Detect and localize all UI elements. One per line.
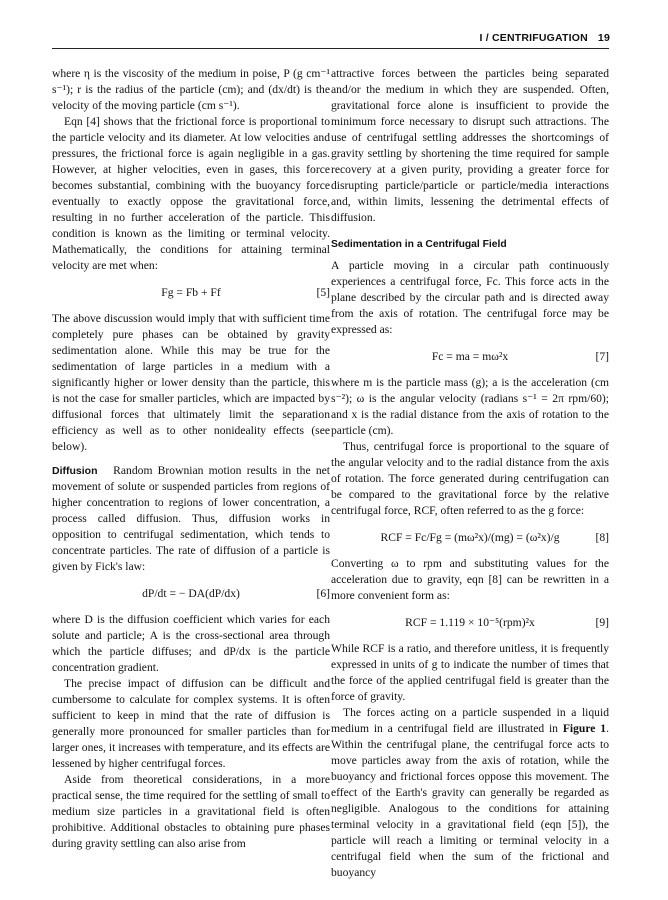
paragraph: where η is the viscosity of the medium in poise, P (g cm⁻¹ s⁻¹); r is the radius of the particle (cm); and (dx/dt) is the velocity of the moving particle (cm s⁻¹). (52, 67, 330, 112)
paragraph: A particle moving in a circular path continuously experiences a centrifugal force, Fc. This force acts in the plane described by the circular path and is directed away from the axis of rotation. The centrifugal force may be expressed as: (331, 259, 609, 336)
equation-body: Fg = Fb + Ff (161, 286, 221, 299)
paragraph: The precise impact of diffusion can be difficult and cumbersome to calculate for complex systems. It is often sufficient to keep in mind that the rate of diffusion is generally more pronounced for smaller particles than for larger ones, it increases with temperature, and its effects are lessened by higher centrifugal forces. (52, 677, 330, 770)
equation-body: RCF = Fc/Fg = (mω²x)/(mg) = (ω²x)/g (380, 531, 560, 544)
paragraph: Eqn [4] shows that the frictional force is proportional to the particle velocity and its diameter. At low velocities and pressures, the frictional force is again negligible in a gas. However, at higher velocities, even in gases, this force becomes substantial, combining with the buoyancy force eventually to exactly oppose the gravitational force, resulting in no further acceleration of the particle. This condition is known as the limiting or terminal velocity. Mathematically, the conditions for attaining terminal velocity are met when: (52, 115, 330, 272)
equation-5 (52, 284, 330, 301)
equation-6 (52, 585, 330, 602)
paragraph: Aside from theoretical considerations, in a more practical sense, the time required for the settling of small to medium size particles in a gravitational field is often prohibitive. Additional obstacles to obtaining pure phases during gravity settling can also arise from (52, 773, 330, 850)
equation-8 (331, 529, 609, 546)
right-column (331, 66, 609, 881)
left-column (52, 66, 330, 852)
header-rule (52, 48, 609, 49)
figure-reference[interactable]: Figure 1 (562, 722, 607, 735)
equation-number: [6] (316, 587, 330, 600)
paragraph-text: Random Brownian motion results in the net movement of solute or suspended particles from regions of higher concentration to regions of lower concentration, a process called diffusion. Thus, diffusion works in opposition to centrifugal sedimentation, which tends to concentrate particles. The rate of diffusion of a particle is given by Fick's law: (52, 464, 330, 573)
paragraph: where D is the diffusion coefficient which varies for each solute and particle; A is the cross-sectional area through which the particle diffuses; and dP/dx is the particle concentration gradient. (52, 613, 330, 674)
equation-body: RCF = 1.119 × 10⁻⁵(rpm)²x (405, 616, 535, 629)
section-heading: Sedimentation in a Centrifugal Field (331, 239, 507, 250)
equation-number: [7] (595, 350, 609, 363)
equation-number: [8] (595, 531, 609, 544)
equation-body: dP/dt = − DA(dP/dx) (142, 587, 240, 600)
equation-9 (331, 614, 609, 631)
page-number: 19 (597, 32, 610, 44)
paragraph: Thus, centrifugal force is proportional to the square of the angular velocity and to the radial distance from the axis of rotation. The force generated during centrifugation can be compared to the gravitational force by the relative centrifugal force, RCF, often referred to as the g force: (331, 440, 609, 517)
paragraph: While RCF is a ratio, and therefore unitless, it is frequently expressed in units of g to indicate the number of times that the force of the applied centrifugal field is greater than the force of gravity. (331, 642, 609, 703)
equation-body: Fc = ma = mω²x (431, 350, 509, 363)
run-in-heading: Diffusion (52, 465, 98, 477)
equation-7 (331, 348, 609, 365)
equation-number: [9] (595, 616, 609, 629)
paragraph-text: . Within the centrifugal plane, the centrifugal force acts to move particles away from the axis of rotation, while the buoyancy and frictional forces oppose this movement. The effect of the Earth's gravity can generally be regarded as negligible. Analogous to the conditions for attaining terminal velocity in a gravitational field (eqn [5]), the particle will reach a limiting or terminal velocity in a centrifugal field when the sum of the frictional and buoyancy (331, 722, 609, 879)
paragraph: The above discussion would imply that with sufficient time completely pure phases can be obtained by gravity sedimentation alone. While this may be true for the sedimentation of large particles in a medium with a significantly higher or lower density than the particle, this is not the case for smaller particles, which are impacted by diffusional forces that ultimately limit the separation efficiency as well as to other nonideality effects (see below). (52, 312, 330, 453)
paragraph (331, 705, 609, 881)
running-title: I / CENTRIFUGATION (479, 32, 588, 44)
equation-number: [5] (316, 286, 330, 299)
paragraph-text: The forces acting on a particle suspended in a liquid medium in a centrifugal field are illustrated in (331, 706, 609, 735)
running-header (480, 32, 611, 44)
paragraph: Converting ω to rpm and substituting values for the acceleration due to gravity, eqn [8] can be rewritten in a more convenient form as: (331, 557, 609, 602)
paragraph-diffusion (52, 463, 330, 575)
paragraph: where m is the particle mass (g); a is the acceleration (cm s⁻²); ω is the angular velocity (radians s⁻¹ = 2π rpm/60); and x is the radial distance from the axis of rotation to the particle (cm). (331, 376, 609, 437)
paragraph: attractive forces between the particles being separated and/or the medium in which they are suspended. Often, gravitational force alone is insufficient to provide the minimum force necessary to disrupt such attractions. The use of centrifugal settling addresses the shortcomings of gravity settling by shortening the time required for sample recovery at a given purity, providing a greater force for disrupting particle/particle or particle/media interactions and, within limits, lessening the detrimental effects of diffusion. (331, 67, 609, 224)
